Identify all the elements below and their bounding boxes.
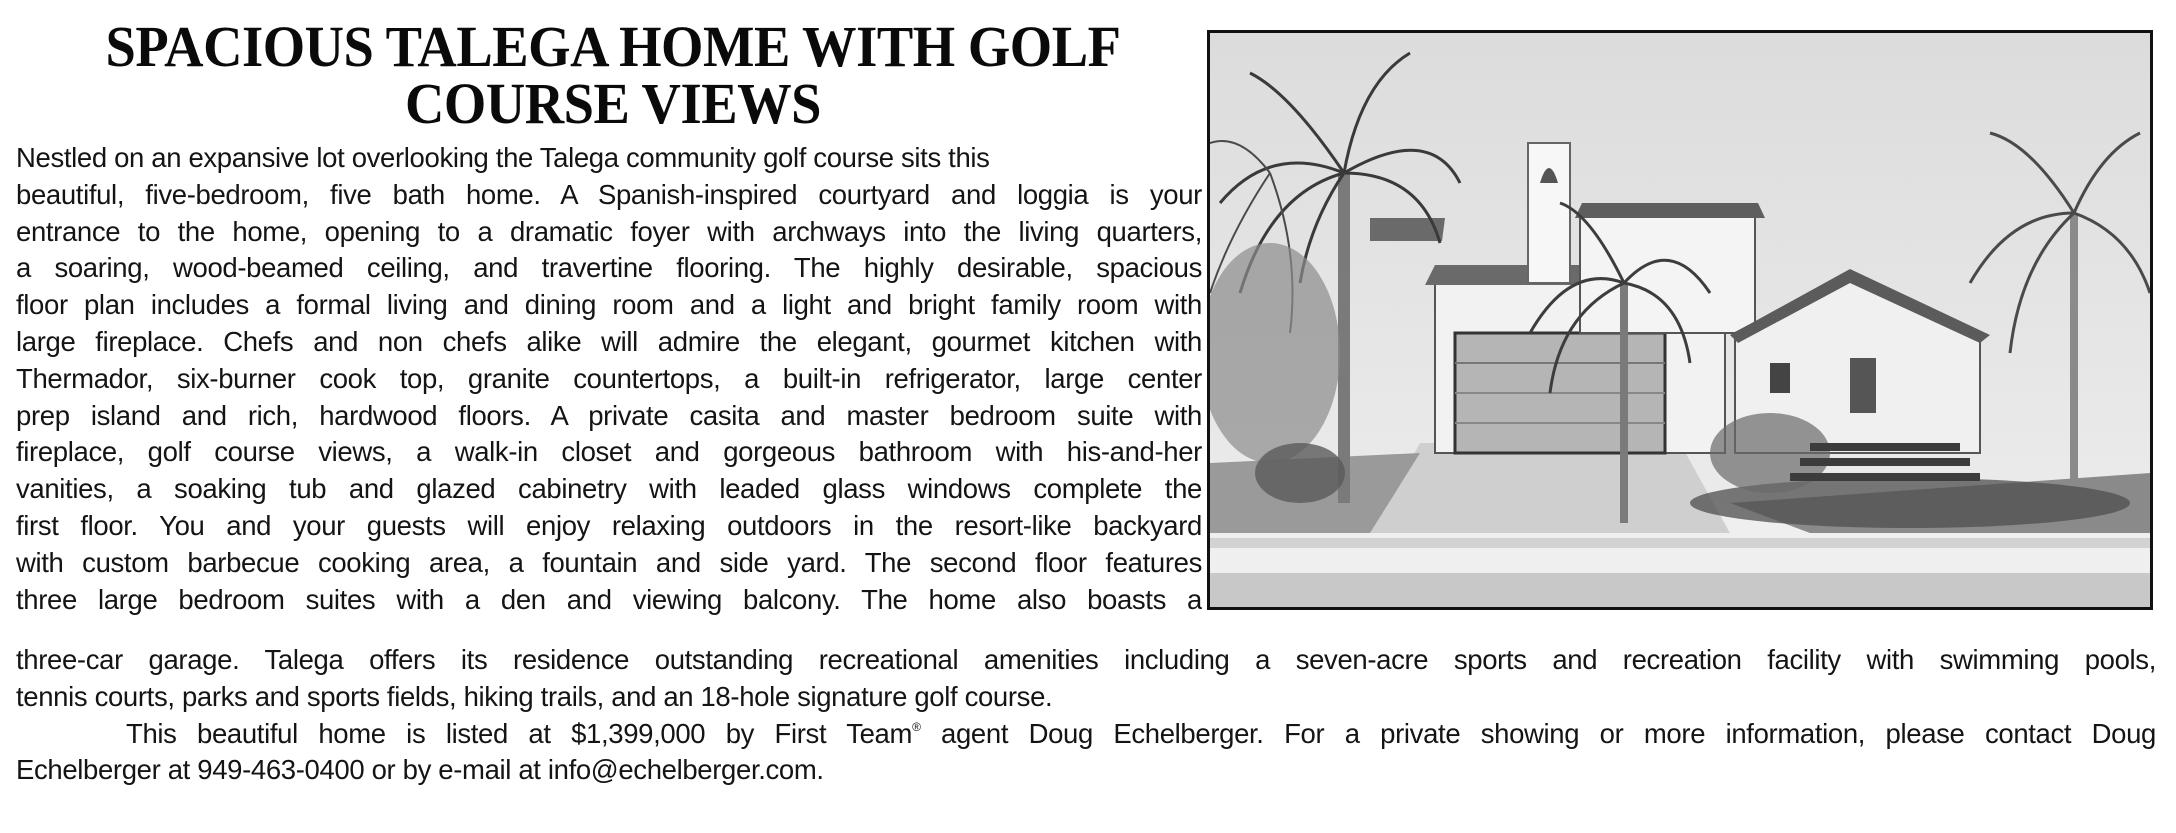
body-line: prep island and rich, hardwood floors. A private casita and master bedroom suite with [16,399,1202,431]
body-line: beautiful, five-bedroom, five bath home. A Spanish-inspired courtyard and loggia is your [16,178,1202,210]
body-line: with custom barbecue cooking area, a fountain and side yard. The second floor features [16,546,1202,578]
body-line: Nestled on an expansive lot overlooking the Talega community golf course sits this [16,142,990,173]
listing-agent-text: agent Doug Echelberger. For a private showing or more information, please contact Doug [920,717,2156,749]
body-line: a soaring, wood-beamed ceiling, and travertine flooring. The highly desirable, spacious [16,252,1202,284]
article-body-full [16,642,2156,789]
body-line: vanities, a soaking tub and glazed cabinetry with leaded glass windows complete the [16,473,1202,505]
body-line: three-car garage. Talega offers its residence outstanding recreational amenities including a seven-acre sports and recreation facility with swimming pools, [16,644,2156,675]
house-photo-icon [1210,33,2150,607]
article-body-wrapped [16,140,1202,618]
body-line: floor plan includes a formal living and dining room and a light and bright family room with [16,289,1202,321]
body-line: tennis courts, parks and sports fields, hiking trails, and an 18-hole signature golf course. [16,680,1053,712]
body-line: fireplace, golf course views, a walk-in closet and gorgeous bathroom with his-and-her [16,436,1202,468]
article-title: SPACIOUS TALEGA HOME WITH GOLF COURSE VIEWS [105,14,1121,136]
contact-line: Echelberger at 949-463-0400 or by e-mail at info@echelberger.com. [16,754,824,786]
body-line: Thermador, six-burner cook top, granite countertops, a built-in refrigerator, large center [16,362,1202,394]
listing-price-text: This beautiful home is listed at $1,399,000 by First Team [126,717,913,749]
body-line: entrance to the home, opening to a dramatic foyer with archways into the living quarters, [16,215,1202,247]
listing-line [16,716,2156,753]
house-photo [1207,30,2153,610]
registered-trademark-icon: ® [912,719,921,734]
body-line: large fireplace. Chefs and non chefs alike will admire the elegant, gourmet kitchen with [16,325,1202,357]
body-line: first floor. You and your guests will enjoy relaxing outdoors in the resort-like backyard [16,509,1202,541]
body-line: three large bedroom suites with a den and viewing balcony. The home also boasts a [16,583,1202,615]
